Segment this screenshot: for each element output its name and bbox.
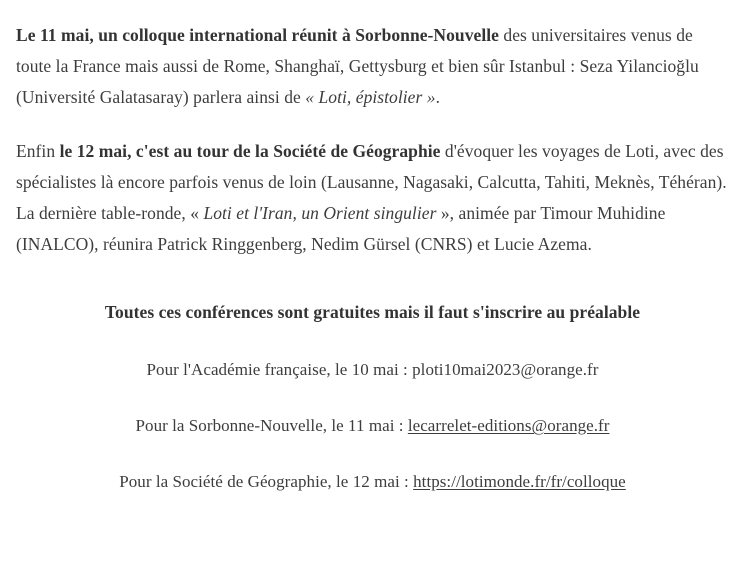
contact-sorbonne-email[interactable]: lecarrelet-editions@orange.fr bbox=[407, 416, 610, 435]
paragraph-geographie-lead: Enfin bbox=[16, 141, 60, 161]
paragraph-geographie-quote: Loti et l'Iran, un Orient singulier bbox=[203, 203, 437, 223]
paragraph-colloque-quote: « Loti, épistolier » bbox=[305, 87, 436, 107]
contact-sorbonne-prefix: Pour la Sorbonne-Nouvelle, le 11 mai : bbox=[135, 416, 408, 435]
contact-line-academie bbox=[16, 354, 729, 385]
paragraph-colloque bbox=[16, 20, 729, 113]
spacer bbox=[16, 283, 729, 297]
contact-geographie-link[interactable]: https://lotimonde.fr/fr/colloque bbox=[413, 472, 626, 491]
contact-line-sorbonne bbox=[16, 410, 729, 441]
paragraph-colloque-body: des universitaires venus de toute la France mais aussi de Rome, Shanghaï, Gettysburg et bien sûr Istanbul : Seza Yilancioğlu (Université Galatasaray) parlera ainsi de bbox=[16, 25, 699, 107]
paragraph-colloque-end: . bbox=[435, 87, 441, 107]
paragraph-geographie-end: », animée par Timour Muhidine (INALCO), réunira Patrick Ringgenberg, Nedim Gürsel (CNRS) et Lucie Azema. bbox=[16, 203, 666, 254]
paragraph-geographie bbox=[16, 136, 729, 260]
paragraph-geographie-bold: le 12 mai, c'est au tour de la Société de Géographie bbox=[59, 141, 441, 161]
registration-notice: Toutes ces conférences sont gratuites mais il faut s'inscrire au préalable bbox=[104, 302, 641, 322]
contact-academie-email[interactable]: ploti10mai2023@orange.fr bbox=[412, 360, 599, 379]
contact-geographie-prefix: Pour la Société de Géographie, le 12 mai : bbox=[119, 472, 414, 491]
paragraph-colloque-lead: Le 11 mai, un colloque international réunit à Sorbonne-Nouvelle bbox=[16, 25, 499, 45]
contact-line-geographie bbox=[16, 466, 729, 497]
paragraph-geographie-body: d'évoquer les voyages de Loti, avec des spécialistes là encore parfois venus de loin (Lausanne, Nagasaki, Calcutta, Tahiti, Meknès, Téhéran). La dernière table-ronde, « bbox=[16, 141, 727, 223]
contact-academie-prefix: Pour l'Académie française, le 10 mai : bbox=[146, 360, 413, 379]
